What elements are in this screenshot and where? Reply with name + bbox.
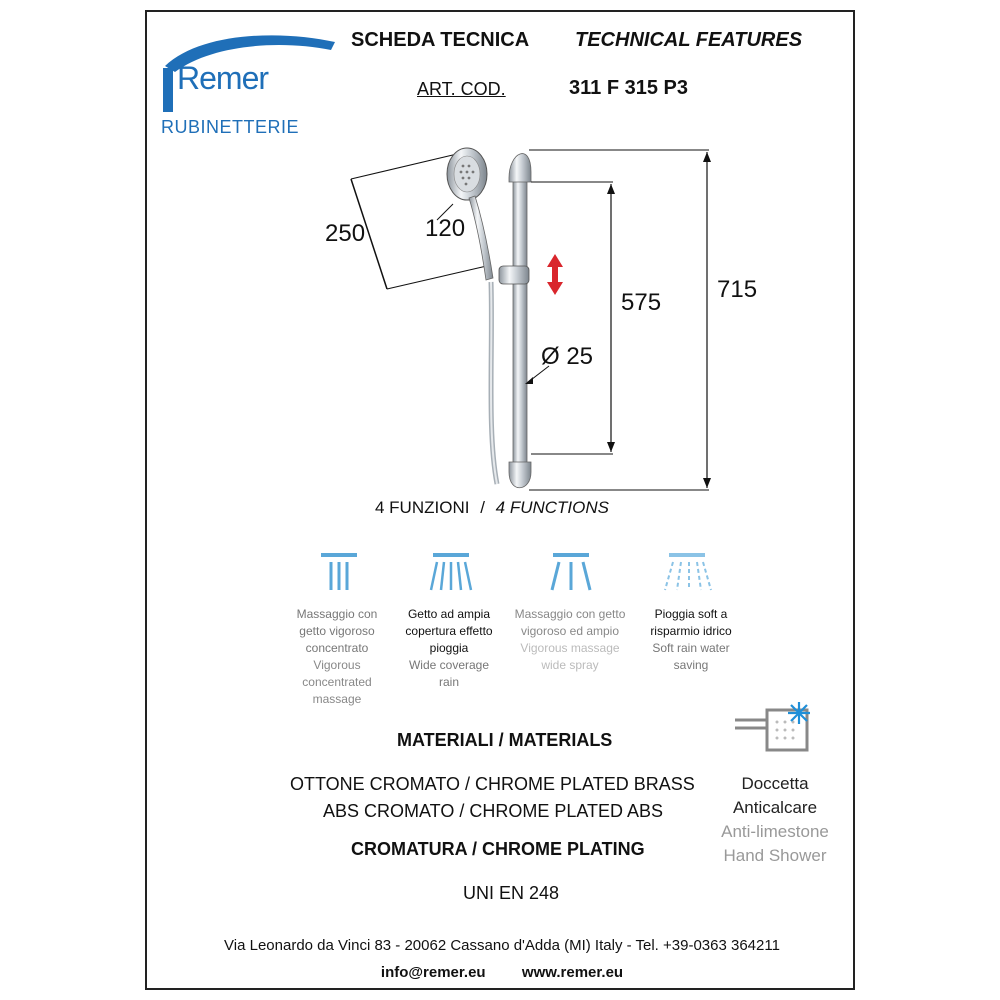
dimension-250-label: 250 <box>325 220 366 247</box>
function-4-en: Soft rain water saving <box>652 641 730 672</box>
logo-subtitle: RUBINETTERIE <box>161 117 300 137</box>
function-4 <box>641 606 741 674</box>
function-1 <box>287 606 387 708</box>
materials-line-2: ABS CROMATO / CHROME PLATED ABS <box>323 801 664 821</box>
dimension-715-label: 715 <box>717 276 758 303</box>
plating-title: CROMATURA / CHROME PLATING <box>351 839 645 859</box>
function-2-it: Getto ad ampia copertura effetto pioggia <box>405 607 493 655</box>
slider-holder <box>499 266 529 284</box>
top-bracket <box>509 154 531 182</box>
soft-rain-icon <box>665 553 711 590</box>
function-icons <box>297 550 717 600</box>
function-2-en: Wide coverage rain <box>408 658 490 689</box>
slide-arrow-icon <box>547 254 563 295</box>
anti-limestone-en-1: Anti-limestone <box>721 822 829 841</box>
function-3-it: Massaggio con getto vigoroso ed ampio <box>514 607 626 638</box>
art-cod-value: 311 F 315 P3 <box>569 77 688 99</box>
wide-massage-icon <box>552 553 590 590</box>
footer-contacts <box>147 964 857 981</box>
anti-limestone-it-2: Anticalcare <box>732 798 818 817</box>
technical-sheet <box>145 10 855 990</box>
shower-drawing <box>297 132 767 502</box>
materials-line-1: OTTONE CROMATO / CHROME PLATED BRASS <box>290 774 695 794</box>
dimension-120-label: 120 <box>425 215 466 242</box>
function-1-en: Vigorous concentrated massage <box>302 658 372 706</box>
anti-limestone-it-1: Doccetta <box>741 774 809 793</box>
functions-title-separator: / <box>480 498 485 517</box>
function-3 <box>511 606 629 674</box>
function-3-en: Vigorous massage wide spray <box>520 641 620 672</box>
functions-title-en: 4 FUNCTIONS <box>495 498 609 517</box>
rain-spray-icon <box>431 553 471 590</box>
anti-limestone-en-2: Hand Shower <box>723 846 827 865</box>
anti-limestone-icon <box>733 698 833 758</box>
slide-bar <box>513 172 527 477</box>
bottom-bracket <box>509 462 531 488</box>
function-4-it: Pioggia soft a risparmio idrico <box>650 607 732 638</box>
technical-features-title: TECHNICAL FEATURES <box>575 29 803 51</box>
footer-address: Via Leonardo da Vinci 83 - 20062 Cassano d'Adda (MI) Italy - Tel. +39-0363 364211 <box>224 937 780 954</box>
footer-website[interactable]: www.remer.eu <box>521 964 624 981</box>
functions-title-it: 4 FUNZIONI <box>375 498 470 517</box>
logo-wordmark: Remer <box>177 60 269 96</box>
dimension-diameter-label: Ø 25 <box>541 343 594 370</box>
anti-limestone-text <box>715 772 835 868</box>
materials-title: MATERIALI / MATERIALS <box>397 730 613 750</box>
concentrated-jet-icon <box>321 553 357 590</box>
dimension-575-label: 575 <box>621 289 662 316</box>
sparkle-icon <box>788 702 810 724</box>
function-1-it: Massaggio con getto vigoroso concentrato <box>296 607 378 655</box>
standard-label: UNI EN 248 <box>463 883 560 903</box>
art-cod-label: ART. COD. <box>417 79 506 99</box>
footer-email[interactable]: info@remer.eu <box>380 964 486 981</box>
function-2 <box>399 606 499 691</box>
scheda-tecnica-title: SCHEDA TECNICA <box>351 29 530 51</box>
functions-title <box>375 498 609 518</box>
